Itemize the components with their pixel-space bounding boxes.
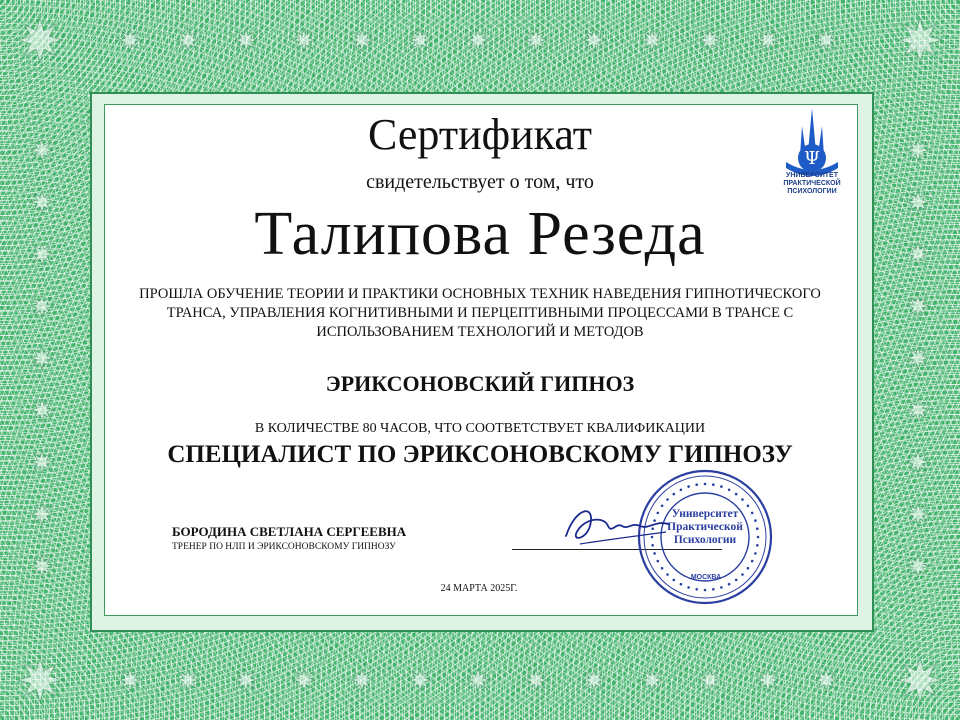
recipient-name: Талипова Резеда	[254, 200, 706, 268]
frame-rosette-icon	[815, 29, 837, 51]
frame-rosette-icon	[907, 555, 929, 577]
frame-rosette-icon	[699, 29, 721, 51]
frame-rosette-icon	[31, 139, 53, 161]
frame-rosette-icon	[898, 658, 942, 702]
frame-rosette-icon	[815, 669, 837, 691]
frame-rosette-icon	[31, 555, 53, 577]
frame-rosette-icon	[177, 29, 199, 51]
course-description: ПРОШЛА ОБУЧЕНИЕ ТЕОРИИ И ПРАКТИКИ ОСНОВНЫХ ТЕХНИК НАВЕДЕНИЯ ГИПНОТИЧЕСКОГО ТРАНСА, УПРАВЛЕНИЯ КОГНИТИВНЫМИ И ПЕРЦЕПТИВНЫМИ ПРОЦЕССАМИ В ТРАНСЕ С ИСПОЛЬЗОВАНИЕМ ТЕХНОЛОГИЙ И МЕТОДОВ	[139, 286, 821, 340]
frame-rosette-icon	[18, 18, 62, 62]
qualification: СПЕЦИАЛИСТ ПО ЭРИКСОНОВСКОМУ ГИПНОЗУ	[167, 441, 793, 468]
frame-rosette-icon	[351, 669, 373, 691]
frame-rosette-icon	[583, 669, 605, 691]
frame-rosette-icon	[757, 669, 779, 691]
frame-rosette-icon	[293, 29, 315, 51]
frame-rosette-icon	[907, 191, 929, 213]
stamp-line-2: Практической	[667, 521, 743, 533]
svg-text:Ψ: Ψ	[804, 148, 820, 169]
handwritten-signature	[556, 496, 676, 556]
frame-rosette-icon	[907, 503, 929, 525]
stamp-ring-dot	[704, 589, 707, 592]
frame-rosette-icon	[31, 399, 53, 421]
stamp-ring-dot	[687, 485, 690, 488]
certificate-title: Сертификат	[368, 110, 592, 159]
stamp-line-3: Психологии	[673, 534, 737, 546]
stamp-ring-dot	[695, 588, 698, 591]
frame-rosette-icon	[907, 399, 929, 421]
stamp-ring-dot	[687, 586, 690, 589]
logo-line-2: ПРАКТИЧЕСКОЙ	[783, 180, 841, 187]
stamp-ring-dot	[754, 552, 757, 555]
frame-rosette-icon	[119, 29, 141, 51]
frame-rosette-icon	[235, 29, 257, 51]
frame-rosette-icon	[31, 503, 53, 525]
stamp-line-1: Университет	[671, 508, 739, 520]
logo-line-3: ПСИХОЛОГИИ	[787, 188, 837, 195]
stamp-ring-dot	[735, 493, 738, 496]
frame-rosette-icon	[31, 347, 53, 369]
stamp-ring-dot	[728, 583, 731, 586]
stamp-city: МОСКВА	[690, 574, 722, 581]
stamp-ring-dot	[712, 588, 715, 591]
stamp-ring-dot	[695, 483, 698, 486]
stamp-ring-dot	[666, 573, 669, 576]
logo-line-1: УНИВЕРСИТЕТ	[786, 172, 838, 179]
program-name: ЭРИКСОНОВСКИЙ ГИПНОЗ	[325, 371, 635, 396]
frame-rosette-icon	[31, 243, 53, 265]
frame-rosette-icon	[641, 669, 663, 691]
frame-rosette-icon	[907, 347, 929, 369]
frame-rosette-icon	[907, 451, 929, 473]
frame-rosette-icon	[18, 658, 62, 702]
frame-rosette-icon	[31, 451, 53, 473]
frame-rosette-icon	[31, 295, 53, 317]
frame-rosette-icon	[699, 669, 721, 691]
hours-text: В КОЛИЧЕСТВЕ 80 ЧАСОВ, ЧТО СООТВЕТСТВУЕТ КВАЛИФИКАЦИИ	[254, 421, 706, 436]
frame-rosette-icon	[409, 29, 431, 51]
stamp-ring-dot	[712, 483, 715, 486]
stamp-ring-dot	[673, 493, 676, 496]
frame-rosette-icon	[235, 669, 257, 691]
frame-rosette-icon	[293, 669, 315, 691]
frame-rosette-icon	[898, 18, 942, 62]
frame-rosette-icon	[525, 29, 547, 51]
frame-rosette-icon	[583, 29, 605, 51]
stamp-ring-dot	[720, 485, 723, 488]
signer-name: БОРОДИНА СВЕТЛАНА СЕРГЕЕВНА	[172, 524, 407, 539]
stamp-ring-dot	[704, 483, 707, 486]
stamp-ring-dot	[661, 567, 664, 570]
stamp-ring-dot	[741, 498, 744, 501]
stamp-ring-dot	[673, 579, 676, 582]
stamp-ring-dot	[751, 560, 754, 563]
signer-role: ТРЕНЕР ПО НЛП И ЭРИКСОНОВСКОМУ ГИПНОЗУ	[172, 542, 396, 552]
stamp-ring-dot	[680, 489, 683, 492]
frame-rosette-icon	[467, 29, 489, 51]
stamp-ring-dot	[728, 489, 731, 492]
frame-rosette-icon	[757, 29, 779, 51]
stamp-ring-dot	[680, 583, 683, 586]
frame-rosette-icon	[409, 669, 431, 691]
frame-rosette-icon	[467, 669, 489, 691]
stamp-ring-dot	[747, 505, 750, 508]
frame-rosette-icon	[119, 669, 141, 691]
certificate-subtitle: свидетельствует о том, что	[366, 171, 594, 193]
frame-rosette-icon	[907, 295, 929, 317]
frame-rosette-icon	[525, 669, 547, 691]
stamp-ring-dot	[741, 573, 744, 576]
frame-rosette-icon	[641, 29, 663, 51]
frame-rosette-icon	[907, 243, 929, 265]
stamp-ring-dot	[720, 586, 723, 589]
frame-rosette-icon	[177, 669, 199, 691]
stamp-ring-dot	[657, 560, 660, 563]
stamp-ring-dot	[747, 567, 750, 570]
frame-rosette-icon	[31, 191, 53, 213]
issue-date: 24 МАРТА 2025Г.	[440, 583, 518, 594]
frame-rosette-icon	[351, 29, 373, 51]
frame-rosette-icon	[907, 139, 929, 161]
